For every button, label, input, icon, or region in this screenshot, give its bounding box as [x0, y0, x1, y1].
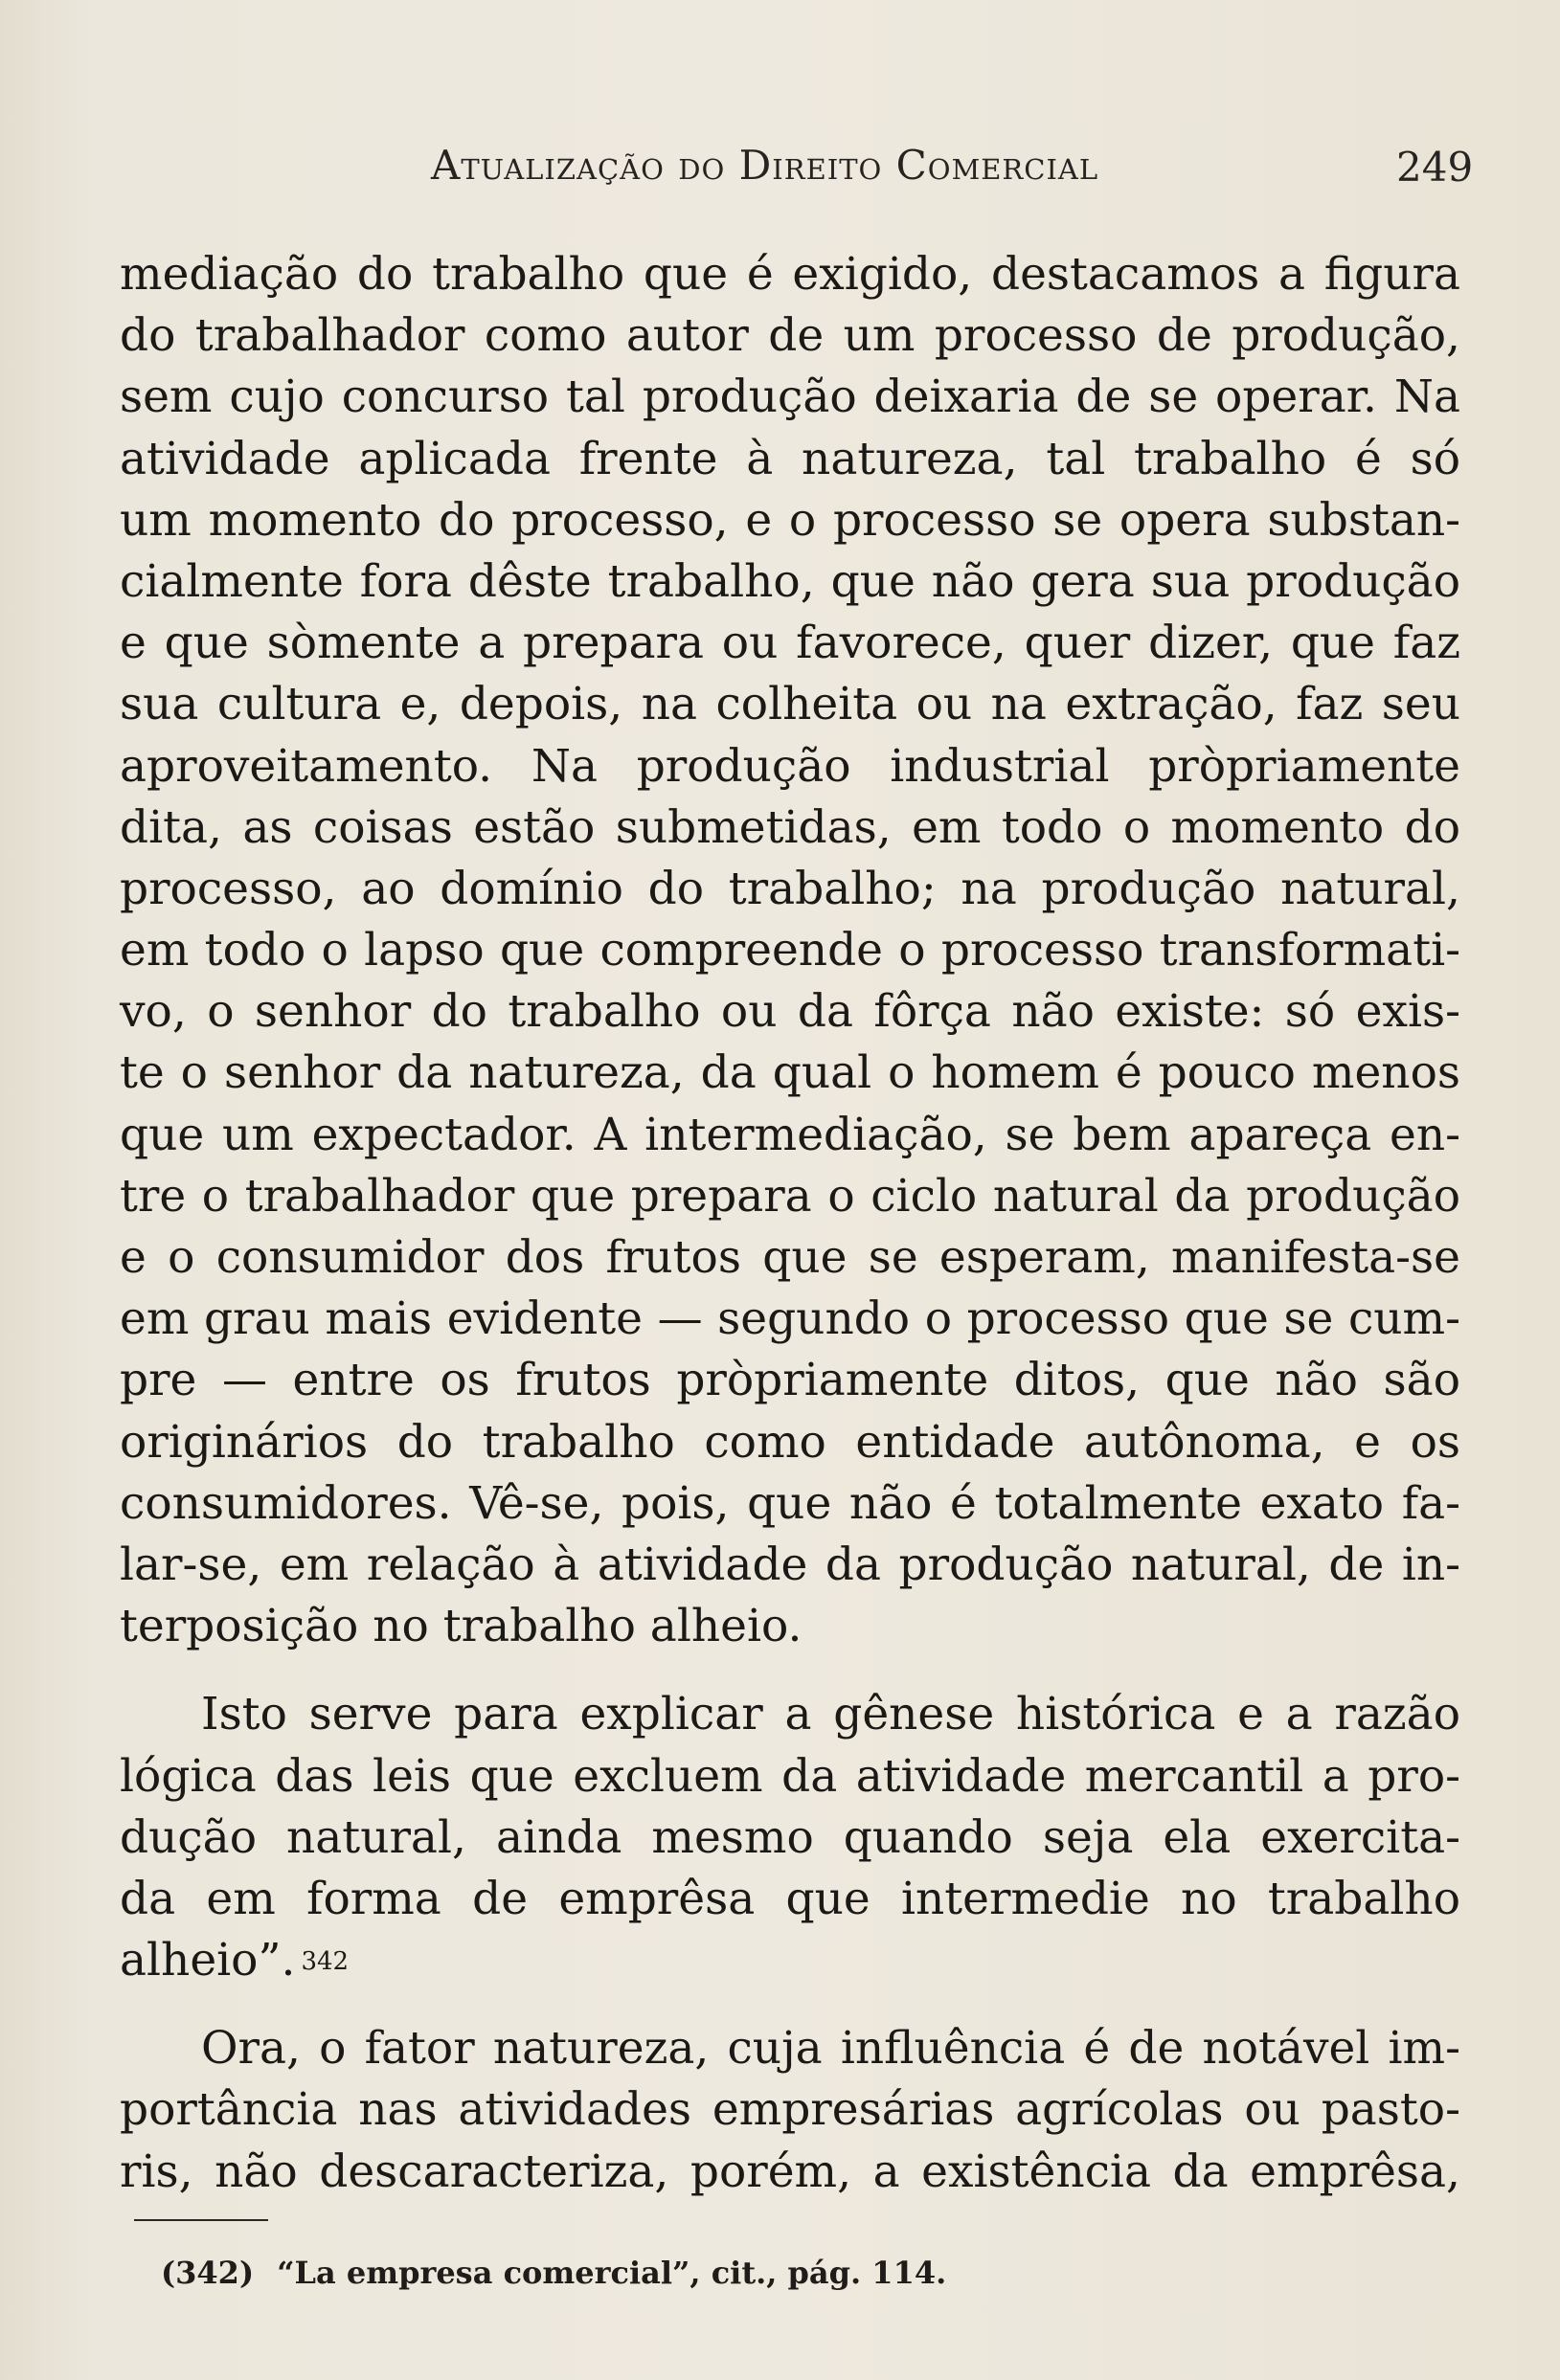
body-text	[120, 244, 1460, 2203]
text-line: da em forma de emprêsa que intermedie no trabalho	[120, 1872, 1460, 1925]
text-line: mediação do trabalho que é exigido, destacamos a figura	[120, 248, 1460, 301]
page-number: 249	[1396, 144, 1474, 191]
paragraph-spacer	[120, 1657, 1460, 1684]
text-line: em todo o lapso que compreende o processo transformati-	[120, 924, 1460, 977]
text-line: um momento do processo, e o processo se opera substan-	[120, 493, 1460, 547]
text-line: e o consumidor dos frutos que se esperam, manifesta-se	[120, 1231, 1460, 1284]
text-line: originários do trabalho como entidade autônoma, e os	[120, 1415, 1460, 1469]
text-line: atividade aplicada frente à natureza, tal trabalho é só	[120, 432, 1460, 485]
footnote	[161, 2255, 946, 2291]
text-line: dução natural, ainda mesmo quando seja ela exercita-	[120, 1810, 1460, 1864]
text-line: consumidores. Vê-se, pois, que não é totalmente exato fa-	[120, 1476, 1460, 1530]
footnote-divider	[134, 2219, 268, 2221]
text-line: aproveitamento. Na produção industrial pròpriamente	[120, 739, 1460, 793]
text-line: terposição no trabalho alheio.	[120, 1600, 803, 1653]
text-line-content: alheio”.	[120, 1934, 296, 1987]
text-line: cialmente fora dêste trabalho, que não gera sua produção	[120, 554, 1460, 608]
paragraph-2	[120, 1684, 1460, 1991]
text-line: portância nas atividades empresárias agrícolas ou pasto-	[120, 2083, 1460, 2137]
text-line: vo, o senhor do trabalho ou da fôrça não existe: só exis-	[120, 985, 1460, 1039]
text-line: Ora, o fator natureza, cuja influência é de notável im-	[201, 2022, 1460, 2076]
text-line: lógica das leis que excluem da atividade mercantil a pro-	[120, 1749, 1460, 1803]
text-line	[120, 1930, 1460, 1991]
running-header	[0, 142, 1560, 199]
footnote-reference[interactable]: 342	[301, 1947, 350, 1977]
text-line: Isto serve para explicar a gênese histórica e a razão	[201, 1688, 1460, 1741]
text-line: pre — entre os frutos pròpriamente ditos, que não são	[120, 1354, 1460, 1407]
text-line: dita, as coisas estão submetidas, em todo o momento do	[120, 800, 1460, 854]
text-line: sua cultura e, depois, na colheita ou na extração, faz seu	[120, 678, 1460, 731]
text-line: te o senhor da natureza, da qual o homem é pouco menos	[120, 1046, 1460, 1100]
text-line: e que sòmente a prepara ou favorece, quer dizer, que faz	[120, 617, 1460, 670]
text-line: do trabalhador como autor de um processo de produção,	[120, 309, 1460, 363]
footnote-number: (342)	[161, 2255, 255, 2291]
header-title: Atualização do Direito Comercial	[431, 142, 1099, 189]
text-line: processo, ao domínio do trabalho; na produção natural,	[120, 862, 1460, 915]
text-line: que um expectador. A intermediação, se bem apareça en-	[120, 1108, 1460, 1161]
paragraph-3	[120, 2018, 1460, 2203]
footnote-text: “La empresa comercial”, cit., pág. 114.	[277, 2255, 947, 2291]
paragraph-spacer	[120, 1991, 1460, 2018]
text-line: sem cujo concurso tal produção deixaria de se operar. Na	[120, 370, 1460, 424]
text-line: em grau mais evidente — segundo o processo que se cum-	[120, 1292, 1460, 1346]
text-line: ris, não descaracteriza, porém, a existência da emprêsa,	[120, 2144, 1460, 2198]
text-line: lar-se, em relação à atividade da produção natural, de in-	[120, 1538, 1460, 1591]
paragraph-1	[120, 244, 1460, 1657]
text-line: tre o trabalhador que prepara o ciclo natural da produção	[120, 1169, 1460, 1223]
